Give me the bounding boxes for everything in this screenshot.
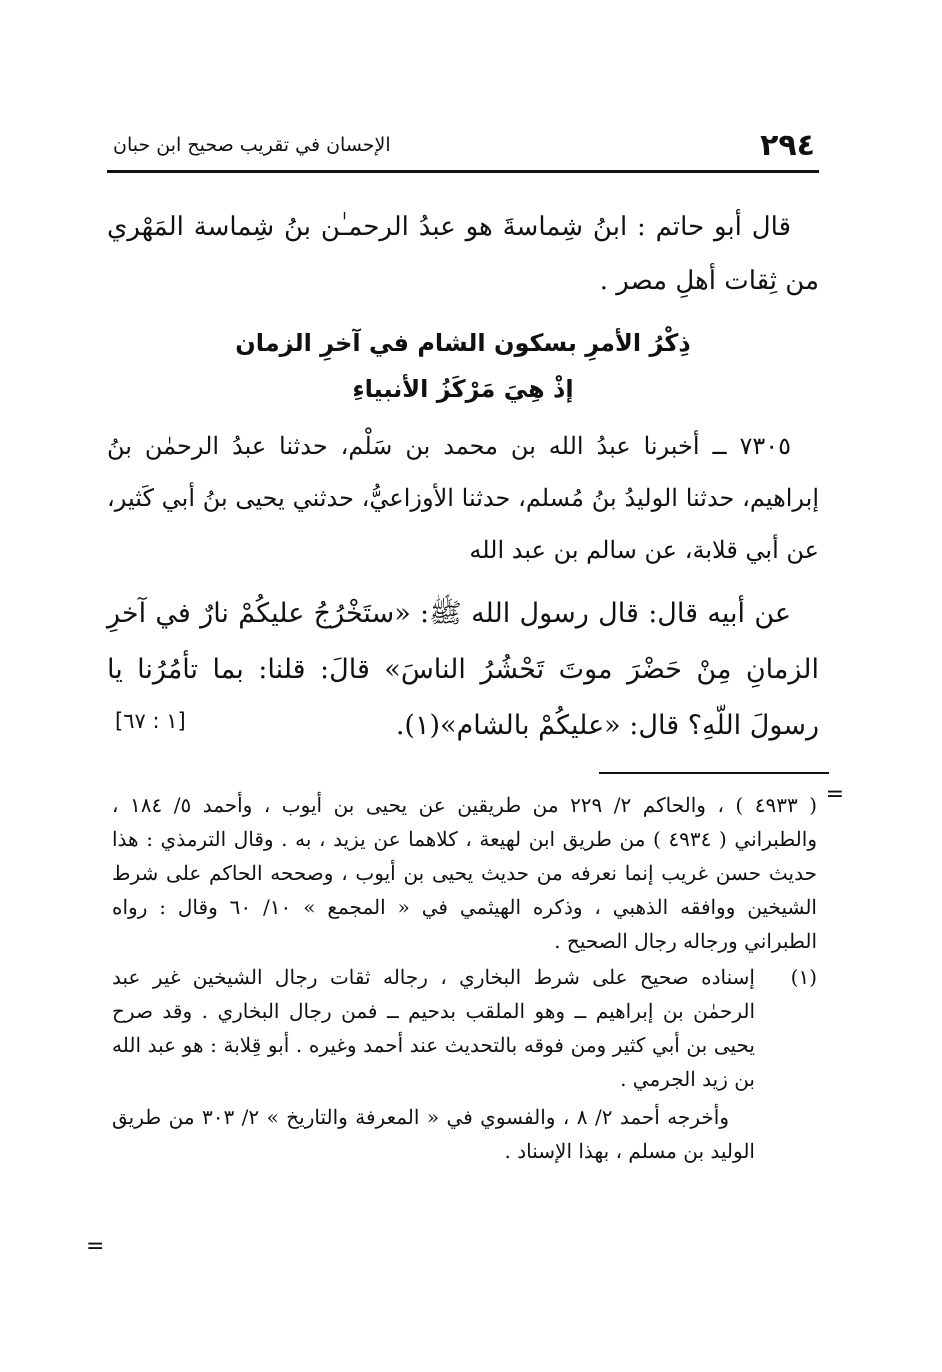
header-rule [107,170,819,173]
reference-tag: [١ : ٦٧] [115,709,186,733]
footnote-continued: ( ٤٩٣٣ ) ، والحاكم ٢/ ٢٢٩ من طريقين عن يحيى بن أيوب ، وأحمد ٥/ ١٨٤ ، والطبراني ( ٤٩٣٤ ) من طريق ابن لهيعة ، كلاهما عن يزيد ، به . وقال الترمذي : هذا حديث حسن غريب إنما نعرفه من حديث يحيى بن أيوب ، وصححه الحاكم على شرط الشيخين ووافقه الذهبي ، وذكره الهيثمي في « المجمع » ١٠/ ٦٠ وقال : رواه الطبراني ورجاله رجال الصحيح . [112,793,817,953]
footnote-number: (١) [790,965,817,989]
section-heading [107,320,819,412]
main-text [107,200,819,754]
intro-paragraph: قال أبو حاتم : ابنُ شِماسةَ هو عبدُ الرحمـٰن بنُ شِماسة المَهْري من ثِقات أهلِ مصر . [107,212,819,296]
footnote-1-text-2: وأخرجه أحمد ٢/ ٨ ، والفسوي في « المعرفة والتاريخ » ٢/ ٣٠٣ من طريق الوليد بن مسلم ، بهذا الإسناد . [112,1105,755,1163]
hadith-matn: عن أبيه قال: قال رسول الله ﷺ: «ستَخْرُجُ عليكُمْ نارٌ في آخرِ الزمانِ مِنْ حَضْرَ موتَ تَحْشُرُ الناسَ» قالَ: قلنا: بما تأمُرُنا يا رسولَ اللّهِ؟ قال: «عليكُمْ بالشام»(١). [107,598,819,741]
hadith-isnad: ٧٣٠٥ ــ أخبرنا عبدُ الله بن محمد بن سَلْم، حدثنا عبدُ الرحمٰن بنُ إبراهيم، حدثنا الوليدُ بنُ مُسلم، حدثنا الأوزاعيُّ، حدثني يحيى بنُ أبي كَثير، عن أبي قلابة، عن سالم بن عبد الله [107,432,819,564]
continuation-mark: = [825,782,844,807]
hadith-matn-wrapper [107,586,819,754]
heading-line-2: إذْ هِيَ مَرْكَزُ الأنبياءِ [352,375,574,403]
footnote-1 [112,960,817,1096]
footnote-rule [599,772,829,774]
footnote-1-text: إسناده صحيح على شرط البخاري ، رجاله ثقات رجال الشيخين غير عبد الرحمٰن بن إبراهيم ــ وهو الملقب بدحيم ــ فمن رجال البخاري . وقد صرح يحيى بن أبي كثير ومن فوقه بالتحديث عند أحمد وغيره . أبو قِلابة : هو عبد الله بن زيد الجرمي . [112,965,755,1091]
page-header [107,122,819,172]
footnotes [112,788,817,1188]
page-number: ٢٩٤ [760,128,815,163]
running-title: الإحسان في تقريب صحيح ابن حبان [113,134,391,156]
heading-line-1: ذِكْرُ الأمرِ بسكون الشام في آخرِ الزمان [235,329,691,357]
end-continuation-mark: = [86,1234,105,1259]
